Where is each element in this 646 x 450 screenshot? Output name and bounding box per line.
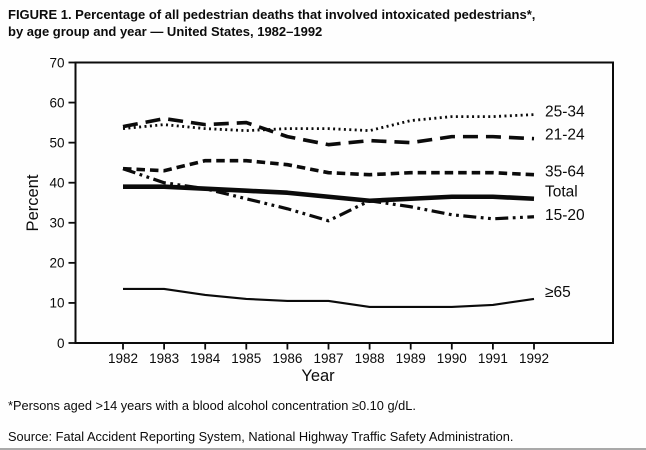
x-tick-label: 1985: [231, 351, 262, 366]
x-tick-label: 1984: [190, 351, 221, 366]
series-line-35-64: [123, 161, 534, 175]
series-label-25-34: 25-34: [545, 103, 585, 121]
y-axis-title: Percent: [24, 174, 42, 232]
series-line-Total: [123, 187, 534, 201]
y-tick-label: 50: [49, 135, 65, 151]
source-line: Source: Fatal Accident Reporting System, National Highway Traffic Safety Administration.: [8, 429, 514, 444]
y-tick-label: 0: [56, 335, 65, 351]
series-line-ge65: [123, 289, 534, 307]
y-tick-label: 60: [49, 95, 65, 111]
x-tick-label: 1990: [436, 351, 467, 366]
series-line-21-24: [123, 119, 534, 145]
series-label-35-64: 35-64: [545, 163, 585, 181]
footnote: *Persons aged >14 years with a blood alcohol concentration ≥0.10 g/dL.: [8, 398, 416, 413]
series-label-21-24: 21-24: [545, 126, 585, 144]
x-tick-label: 1983: [149, 351, 180, 366]
figure-title: [8, 6, 642, 40]
y-tick-label: 30: [49, 215, 65, 231]
pedestrian-deaths-line-chart: [0, 40, 646, 440]
series-label-ge65: ≥65: [545, 283, 571, 301]
y-tick-label: 70: [49, 55, 65, 71]
figure-title-line1: FIGURE 1. Percentage of all pedestrian deaths that involved intoxicated pedestrians*,: [8, 7, 536, 22]
y-tick-label: 20: [49, 255, 65, 271]
y-tick-label: 10: [49, 295, 65, 311]
x-tick-label: 1982: [107, 351, 139, 366]
plot-frame: [76, 63, 614, 344]
y-tick-label: 40: [49, 175, 65, 191]
figure-title-line2: by age group and year — United States, 1982–1992: [8, 24, 323, 39]
x-tick-label: 1986: [272, 351, 303, 366]
x-tick-label: 1991: [477, 351, 508, 366]
x-axis-title: Year: [301, 367, 335, 385]
series-label-Total: Total: [545, 183, 578, 201]
x-tick-label: 1987: [313, 351, 344, 366]
x-tick-label: 1989: [395, 351, 426, 366]
series-label-15-20: 15-20: [545, 206, 585, 224]
x-tick-label: 1988: [354, 351, 385, 366]
x-tick-label: 1992: [518, 351, 550, 366]
series-line-25-34: [123, 115, 534, 131]
